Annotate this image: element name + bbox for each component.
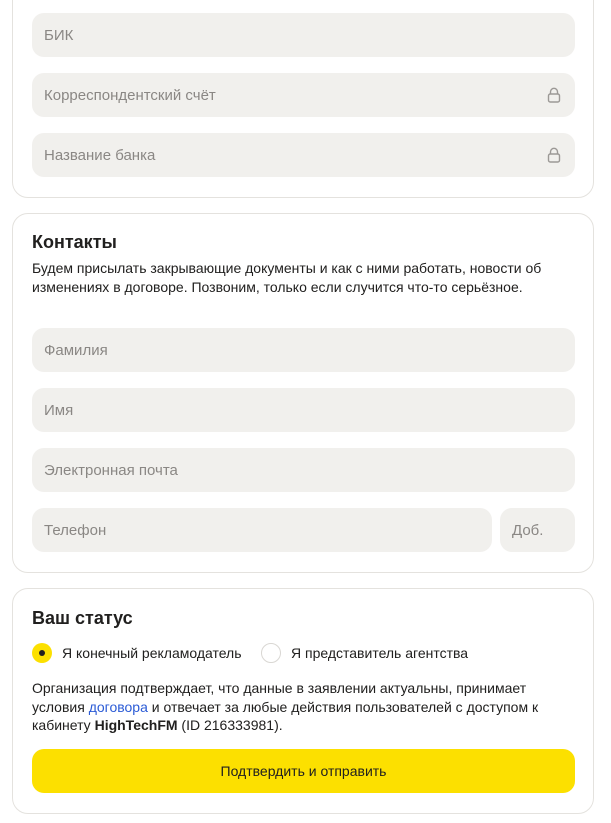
contacts-description: Будем присылать закрывающие документы и как с ними работать, новости об изменениях в договоре. Позвоним, только если случится что-то серьёзное. (32, 260, 542, 295)
radio-agency-label[interactable]: Я представитель агентства (291, 645, 469, 661)
legal-text-part2: и отвечает за любые действия пользователей с доступом к кабинету (32, 698, 539, 733)
status-card (12, 588, 594, 814)
email-field[interactable] (32, 448, 575, 492)
status-title: Ваш статус (32, 608, 133, 628)
phone-input[interactable] (44, 508, 480, 552)
corr-account-input[interactable] (44, 73, 563, 117)
phone-ext-input[interactable] (512, 508, 563, 552)
corr-account-field[interactable] (32, 73, 575, 117)
submit-button[interactable]: Подтвердить и отправить (32, 749, 575, 793)
contacts-title: Контакты (32, 232, 117, 252)
radio-unchecked-icon[interactable] (261, 643, 281, 663)
bik-input[interactable] (44, 13, 563, 57)
bank-name-field[interactable] (32, 133, 575, 177)
last-name-input[interactable] (44, 328, 563, 372)
phone-field[interactable] (32, 508, 492, 552)
radio-advertiser-label[interactable]: Я конечный рекламодатель (62, 645, 242, 661)
cabinet-id: (ID 216333981). (177, 717, 283, 733)
last-name-field[interactable] (32, 328, 575, 372)
legal-text-part1: Организация подтверждает, что данные в заявлении актуальны, принимает условия (32, 680, 527, 715)
lock-icon (547, 147, 561, 163)
radio-checked-icon[interactable] (32, 643, 52, 663)
contacts-card (12, 213, 594, 573)
lock-icon (547, 87, 561, 103)
bank-name-input[interactable] (44, 133, 563, 177)
contract-link[interactable]: договора (88, 698, 148, 715)
email-input[interactable] (44, 448, 563, 492)
bank-details-card (12, 0, 594, 198)
first-name-input[interactable] (44, 388, 563, 432)
legal-text (32, 679, 577, 735)
bik-field[interactable] (32, 13, 575, 57)
radio-agency[interactable] (261, 643, 468, 663)
cabinet-name: HighTechFM (94, 717, 178, 733)
phone-ext-field[interactable] (500, 508, 575, 552)
first-name-field[interactable] (32, 388, 575, 432)
radio-advertiser[interactable] (32, 643, 242, 663)
